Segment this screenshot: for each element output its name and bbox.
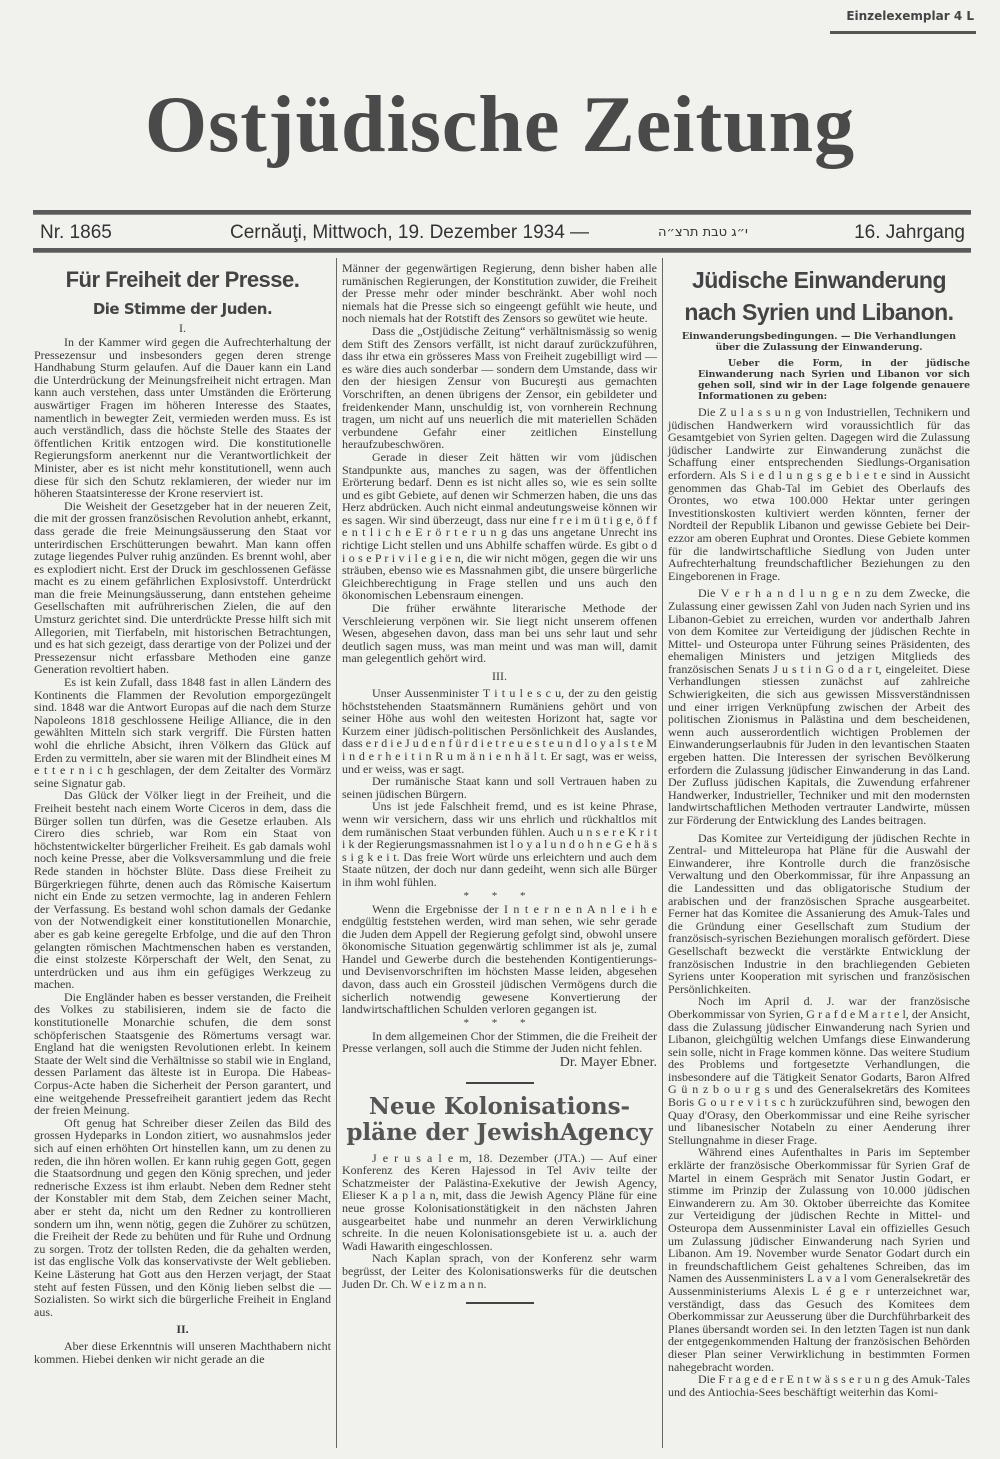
column-divider [662,258,663,1448]
paragraph: Die V e r h a n d l u n g e n zu dem Zwecke, die Zulassung einer gewissen Zahl von Juden nach Syrien und ins Libanon-Gebiet zu erreichen, wurden vor anderthalb Jahren von dem Komitee zur Verteidigung der jüdischen Rechte in Mittel- und Osteuropa unter Führung seines Präsidenten, des ehemaligen Ministers und jetzigen Mitglieds des französischen Senats J u s t i n G o d a r t, eingeleitet. Diese Verhandlungen stiessen zunächst auf zahlreiche Schwierigkeiten, die sich aus gewissen Missverständnissen und einer irrigen Verknüpfung zwischen der Arbeit des politischen Zionismus in Palästina und dem bescheidenen, wenn auch ausserordentlich wichtigen Problemen der Einwanderungserlaubnis für Juden in den levantischen Staaten ergeben hatten. Die Interessen der syrischen Bevölkerung erfordern die Zulassung jüdischer Einwanderung in das Land. Der Zufluss jüdischen Kapitals, die Zuwendung erfahrener Handwerker, Industrieller, Techniker und mit den modernsten landwirtschaftlichen Methoden vertrauter Landwirte, müssen zur Förderung der Entwicklung des Landes beitragen. [668,586,970,827]
paragraph: In dem allgemeinen Chor der Stimmen, die die Freiheit der Presse verlangen, soll auch die Stimme der Juden nicht fehlen. [342,1028,657,1056]
paragraph: Nach Kaplan sprach, von der Konferenz sehr warm begrüsst, der Leiter des Kolonisationswerks für die deutschen Juden Dr. Ch. W e i z m a n n. [342,1251,657,1291]
paragraph: Es ist kein Zufall, dass 1848 fast in allen Ländern des Kontinents die Flammen der Revolution emporgezüngelt sind. 1848 war die Antwort Europas auf die nach dem Sturze Napoleons 1818 geschlossene Heilige Alliance, die in den gewählten Mitteln sich stark vergriff. Die Fürsten hatten wohl die ehrliche Absicht, ihren Völkern das Glück auf Erden zu vermitteln, aber sie waren mit der Blindheit eines M e t t e r n i c h geschlagen, der dem Zeitalter des Vormärz seine Signatur gab. [34,675,331,790]
paragraph: Die Engländer haben es besser verstanden, die Freiheit des Volkes zu stabilisieren, indem sie de facto die konstitutionelle Monarchie schufen, die dem sonst schöpferischen Staatsgenie des Römertums versagt war. England hat die wenigsten Revolutionen erlebt. In keinem Staate der Welt sind die Verhältnisse so stabil wie in England, dessen Parlament das älteste ist in Europa. Die Habeas-Corpus-Acte haben die Sicherheit der Person garantert, und eine weitgehende Pressefreiheit garantiert jedem das Recht der freien Meinung. [34,989,331,1118]
paragraph: Unser Aussenminister T i t u l e s c u, der zu den geistig höchststehenden Staatsmännern Rumäniens gehört und von seiner Höhe aus wohl den weitesten Horizont hat, sagte vor Kurzem einer jüdisch-politischen Persönlichkeit des Auslandes, dass e r d i e J u d e n f ü r d i e t r e u e s t e u n d l o y a l s t e M i n d e r h e i t i n R u m ä n i e n h ä l t. Er sagt, was er weiss, und er weiss, was er sagt. [342,686,657,776]
issue-number: Nr. 1865 [40,222,112,243]
article-press-freedom [34,262,331,1366]
masthead-bottom-rule [33,248,971,253]
section-separator: * * * [463,1016,536,1029]
section-number: II. [176,1322,189,1337]
article-separator [466,1302,534,1304]
price-underline [830,31,976,34]
article-intro: Ueber die Form, in der jüdische Einwanderung nach Syrien und Libanon vor sich gehen soll, sind wir in der Lage folgende genauere Informationen zu geben: [698,358,970,402]
paragraph: Wenn die Ergebnisse der I n t e r n e n A n l e i h e endgültig feststehen werden, wird man sehen, wie sehr gerade die Juden dem Appell der Regierung gefolgt sind, obwohl unsere ökonomische Situation gegenwärtig schlimmer ist als je, zumal Handel und Gewerbe durch die bestehenden Kontigentierungs- und Devisenvorschriften im höchsten Masse leiden, abgesehen davon, dass auch ein Grossteil jüdischen Vermögens durch die sicherlich notwendig gewesene Konvertierung der landwirtschaftlichen Schulden verloren gegangen ist. [342,901,657,1017]
paragraph: In der Kammer wird gegen die Aufrechterhaltung der Pressezensur und insbesonders gegen deren strenge Handhabung Sturm gelaufen. Auf die Dauer kann ein Land die Unterdrückung der Meinungsfreiheit nicht ertragen. Man kann auch verstehen, dass unter Umständen die Erörterung auswärtiger Fragen im höheren Interesse des Staates, namentlich in bewegter Zeit, vermieden werden muss. Es ist auch verständlich, dass die höchste Stelle des Staates der öffentlichen Kritik entzogen wird. Die konstitutionelle Regierungsform anerkennt nur die Verantwortlichkeit der Minister, aber es ist nicht mehr konstitutionell, wenn auch diese für sich den Schutz reklamieren, der wieder nur im höheren Staatsinteresse der Krone reserviert ist. [34,335,331,501]
paragraph: Aber diese Erkenntnis will unseren Machthabern nicht kommen. Hiebei denken wir nicht gerade an die [34,1339,331,1366]
article-press-freedom-continued [342,262,657,1314]
hebrew-date: י״ג טבת תרצ״ה [658,225,748,240]
paragraph: Das Glück der Völker liegt in der Freiheit, und die Freiheit besteht nach einem Worte Ciceros in dem, dass die Bürger sollen tun dürfen, was die Gesetze erlauben. Als Cirero dies schrieb, war Rom ein Staat von höchstentwickelter bürgerlicher Freiheit. Es gab damals wohl noch keine Presse, aber die Volksversammlung und die freie Rede standen in höchster Blüte. Dass diese Freiheit zu Bürgerkriegen führte, denen auch das Römische Kaisertum nicht ein Ende zu setzen vermochte, lag in anderen Fehlern der Verfassung. Es bestand wohl schon damals der Gedanke von der Notwendigkeit einer konstitutionellen Monarchie, aber es gab keine geregelte Erbfolge, und die auf den Thron gelangten römischen Machtmenschen haben es verstanden, die einst stolzeste Körperschaft der Welt, den Senat, zu unterdrücken und aus ihm ein gefügiges Werkzeug zu machen. [34,788,331,992]
paragraph: Uns ist jede Falschheit fremd, und es ist keine Phrase, wenn wir versichern, dass wir uns ehrlich und rückhaltlos mit dem rumänischen Staat verbunden fühlen. Auch u n s e r e K r i t i k der Regierungsmassnahmen ist l o y a l u n d o h n e G e h ä s s i g k e i t. Das freie Wort würde uns erleichtern und auch dem Staate nützen, der doch nur dann gedeiht, wenn sich alle Bürger in ihm wohl fühlen. [342,799,657,889]
author-signature: Dr. Mayer Ebner. [559,1055,657,1071]
paragraph: Die Weisheit der Gesetzgeber hat in der neueren Zeit, die mit der grossen französischen Revolution anhebt, erkannt, dass gerade die freie Meinungsäusserung den Staat vor unterirdischen Erschütterungen bewahrt. Man kann offen zutage liegendes Pulver ruhig anzünden. Es brennt wohl, aber es explodiert nicht. Erst der Druck im geschlossenen Gefässe macht es zu einem gefährlichen Explosivstoff. Unterdrückt man die freie Meinungsäusserung, dann entstehen geheime Gesellschaften mit aufrührerischen Zielen, die auf den Umsturz gerichtet sind. Die unterdrückte Presse hilft sich mit Allegorien, mit Tierfabeln, mit historischen Betrachtungen, und es hat sich gezeigt, dass derartige von der Polizei und der Pressezensur nicht erfassbare Methoden eine ganze Generation revoltiert haben. [34,498,331,677]
paragraph: Der rumänische Staat kann und soll Vertrauen haben zu seinen jüdischen Bürgern. [342,774,657,801]
article-title: Neue Kolonisations-pläne der JewishAgency [346,1092,653,1146]
article-title-line: Jüdische Einwanderung [691,267,947,293]
paragraph: Die früher erwähnte literarische Methode der Verschleierung verpönen wir. Sie liegt nicht unserem offenen Wesen, abgesehen davon, dass man bei uns sehr laut und sehr deutlich sagen muss, was man meint und was man will, damit man gelegentlich gehört wird. [342,601,657,666]
paragraph: Oft genug hat Schreiber dieser Zeilen das Bild des grossen Hydeparks in London zitiert, wo ausnahmslos jeder sich auf einen erhöhten Ort hinstellen kann, um zu denen zu reden, die ihn hören wollen. Er kann ruhig gegen Gott, gegen die Staatsordnung und gegen den König sprechen, und jeder rednerische Exzess ist ihm erlaubt. Neben dem Redner steht der Konstabler mit dem Stab, dem Zeichen seiner Macht, aber er steht da, nicht um den Redner zu kontrollieren sondern um ihn, wenn nötig, gegen die Zuhörer zu schützen, die Freiheit der Rede zu behüten und für Ruhe und Ordnung zu sorgen. Trotz der tollsten Reden, die da gehalten werden, ist das englische Volk das konservativste der Welt geblieben. Keine Lästerung hat Gott aus den Herzen verjagt, der Staat steht auf festen Füssen, und den König lieben selbst die — Sozialisten. So wirkt sich die bürgerliche Freiheit in England aus. [34,1115,331,1319]
volume-year: 16. Jahrgang [854,222,965,243]
article-separator [466,1082,534,1084]
paragraph: Während eines Aufenthaltes in Paris im September erklärte der französische Oberkommissar für Syrien Graf de Martel in einem Gespräch mit Senator Justin Godart, er stimme im Prinzip der Zulassung von 10.000 jüdischen Einwanderern zu. Am 30. Oktober überreichte das Komitee zur Verteidigung der jüdischen Rechte in Mittel- und Osteuropa dem Aussenminister Laval ein offizielles Gesuch um Zulassung jüdischer Einwanderung nach Syrien und Libanon. Am 19. November wurde Senator Godart durch ein in freundschaftlichem Geist gehaltenes Schreiben, das im Namen des Aussenministers L a v a l vom Generalsekretär des Aussenministeriums Alexis L é g e r unterzeichnet war, verständigt, dass das Gesuch des Komitees dem Oberkommissar zur Aeusserung über die Durchführbarkeit des Planes übersandt worden sei. In den letzten Tagen ist nun dank der entgegenkommenden Haltung der französischen Behörden dieser Plan seiner Verwirklichung in bestimmten Formen nahegebracht worden. [668,1145,970,1374]
paragraph: Gerade in dieser Zeit hätten wir vom jüdischen Standpunkte aus, manches zu sagen, was der öffentlichen Erörterung bedarf. Denn es ist nicht alles so, wie es sein sollte und es gibt Gebiete, auf denen wir Schmerzen haben, die uns das Herz abdrücken. Auch nicht einmal andeutungsweise können wir es sagen. Wir sind überzeugt, dass nur eine f r e i m ü t i g e, ö f f e n t l i c h e E r ö r t e r u n g das uns angetane Unrecht ins richtige Licht stellen und uns Abhilfe schaffen würde. Es gibt o d i o s e P r i v i l e g i e n, die wir nicht mögen, gegen die wir uns sträuben, ebenso wie es Massnahmen gibt, die unsere bürgerliche Gleichberechtigung in Frage stellen und uns auch den ökonomischen Lebensraum einengen. [342,449,657,603]
paragraph: Noch im April d. J. war der französische Oberkommissar von Syrien, G r a f d e M a r t e l, der Ansicht, dass die Zulassung jüdischer Einwanderung nach Syrien und Libanon, gleichgültig welchen Umfangs diese Einwanderung sein solle, nicht in Frage kommen könne. Das weitere Studium des Problems und fortgesetzte Verhandlungen, die insbesondere auf die Tätigkeit Senator Godarts, Baron Alfred G ü n z b o u r g s und des Generalsekretärs des Komitees Boris G o u r e v i t s c h zurückzuführen sind, bewogen den Quay d'Orasy, den Oberkommissar und eine Reihe syrischer und libanesischer Notabeln zu einer Aenderung ihrer Stellungnahme in dieser Frage. [668,994,970,1147]
article-subtitle: Einwanderungsbedingungen. — Die Verhandlungen über die Zulassung der Einwanderung. [681,331,957,353]
article-title: Für Freiheit der Presse. [65,267,300,292]
price-label: Einzelexemplar 4 L [846,9,974,23]
newspaper-title: Ostjüdische Zeitung [144,81,856,169]
paragraph: Das Komitee zur Verteidigung der jüdischen Rechte in Zentral- und Mitteleuropa hat Pläne für die Auswahl der Einwanderer, ihre Kontrolle durch die französische Verwaltung und den Oberkommissar, für ihre Anpassung an die Landessitten und das obligatorische Studium der arabischen und der französischen Sprache ausgearbeitet. Ferner hat das Komitee die Assanierung des Amuk-Tales und die Gründung einer Gesellschaft zum Studium der französisch-syrischen Beziehungen moralisch gefördert. Diese Gesellschaft bezweckt die verstärkte Entwicklung der französischen Industrie in den brachliegenden Gebieten Syriens unter Kooperation mit syrischen und französischen Persönlichkeiten. [668,830,970,996]
issue-info-bar [40,222,965,246]
section-separator: * * * [463,889,536,902]
paragraph: J e r u s a l e m, 18. Dezember (JTA.) — Auf einer Konferenz des Keren Hajessod in Tel Aviv teilte der Schatzmeister der Palästina-Exekutive der Jewish Agency, Elieser K a p l a n, mit, dass die Jewish Agency Pläne für eine neue grosse Kolonisationstätigkeit in den nächsten Jahren ausgearbeitet habe und nunmehr an deren Verwirklichung schreite. In die neuen Kolonisationsgebiete ist u. a. auch der Wadi Hawarith eingeschlossen. [342,1150,657,1253]
paragraph: Männer der gegenwärtigen Regierung, denn bisher haben alle rumänischen Regierungen, der Konstitution zuwider, die Freiheit der Presse mehr oder minder beschränkt. Aber wohl noch niemals hat die Presse sich so eingeengt gefühlt wie heute, und noch niemals hat der Rotstift des Zensors so gewütet wie heute. [342,261,657,326]
article-subtitle: Die Stimme der Juden. [92,300,273,318]
paragraph: Die F r a g e d e r E n t w ä s s e r u n g des Amuk-Tales und des Antiochia-Sees beschäftigt weiterhin das Komi- [668,1372,970,1399]
article-title-line: nach Syrien und Libanon. [684,299,954,325]
paragraph: Dass die „Ostjüdische Zeitung“ verhältnismässig so wenig dem Stift des Zensors verfällt, ist nicht darauf zurückzuführen, dass ihr etwa ein grösseres Mass von Freiheit zugebilligt wird — es wäre dies auch sonderbar — sondern dem Umstande, dass wir den der hiesigen Zensur von Bucureşti aus gemachten Vorschriften, an denen übrigens der Zensor, ein gebildeter und freidenkender Mann, unschuldig ist, von vornherein Rechnung tragen, um nicht auf uns neuerlich die mit materiellen Schäden verbundene Gefahr einer zeitlichen Einstellung heraufzubeschwören. [342,323,657,452]
masthead-top-rule [33,210,971,215]
dateline: Cernăuţi, Mittwoch, 19. Dezember 1934 — [230,222,590,243]
paragraph: Die Z u l a s s u n g von Industriellen, Technikern und jüdischen Handwerkern wird voraussichtlich für das Gesamtgebiet von Syrien gelten. Dagegen wird die Zulassung jüdischer Landwirte zur Einwanderung zunächst die Schaffung einer entsprechenden Siedlungs-Organisation erfordern. Als S i e d l u n g s g e b i e t e sind in Aussicht genommen das Ghab-Tal im Gebiet des Oberlaufs des Orontes, wo etwa 100.000 Hektar unter geringen Investitionskosten kultiviert werden könnten, ferner der Nordteil der Republik Libanon und gewisse Gebiete bei Deir-ezzor am oberen Euphrat und Orontes. Diese Gebiete kommen für die landwirtschaftliche Siedlung von Juden unter Aufrechterhaltung freundschaftlicher Beziehungen zu den Eingeborenen in Frage. [668,405,970,583]
section-number: III. [492,669,507,683]
section-number: I. [179,321,186,335]
column-divider [336,258,337,1448]
article-syria-immigration [668,264,970,1398]
